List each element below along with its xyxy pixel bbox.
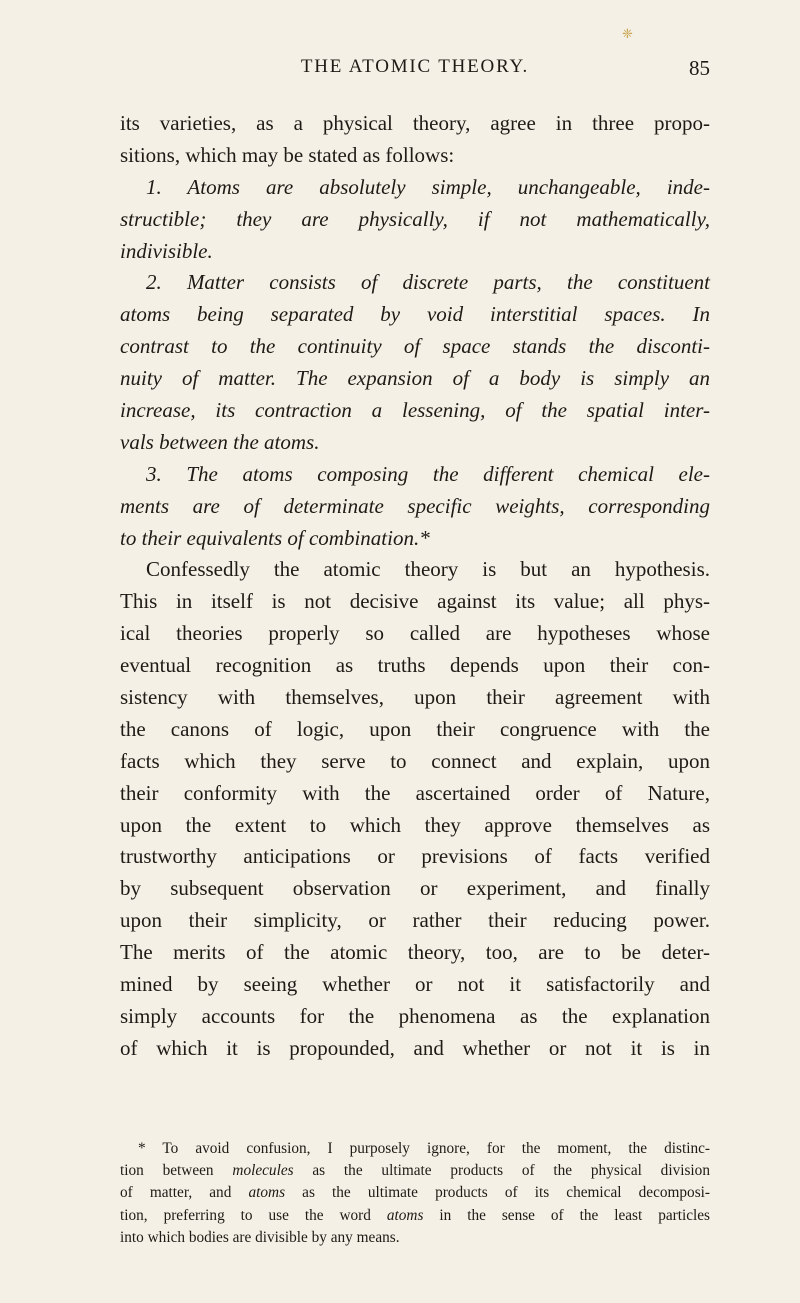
footnote [120,1138,710,1249]
text-line: The merits of the atomic theory, too, are to be deter- [120,940,710,965]
footnote-text: tion between [120,1162,233,1180]
text-line: simply accounts for the phenomena as the explanation [120,1003,710,1028]
text-line: eventual recognition as truths depends upon their con- [120,653,710,678]
page-header [120,56,710,86]
proposition-1-line: indivisible. [120,238,213,263]
footnote-text: tion, preferring to use the word [120,1206,387,1224]
proposition-2-line: increase, its contraction a lessening, of the spatial inter- [120,398,710,423]
proposition-2-line: contrast to the continuity of space stands the disconti- [120,334,710,359]
text-line: sitions, which may be stated as follows: [120,142,455,167]
text-line: upon their simplicity, or rather their reducing power. [120,908,710,933]
footnote-line: into which bodies are divisible by any means. [120,1228,400,1246]
footnote-text: of matter, and [120,1184,249,1202]
text-line: sistency with themselves, upon their agreement with [120,685,710,710]
corner-mark: ❈ [622,26,633,41]
text-line: of which it is propounded, and whether or not it is in [120,1035,710,1060]
proposition-1-line: 1. Atoms are absolutely simple, unchangeable, inde- [146,174,710,199]
text-line: trustworthy anticipations or previsions of facts verified [120,844,710,869]
text-line: facts which they serve to connect and explain, upon [120,748,710,773]
proposition-3-line: 3. The atoms composing the different chemical ele- [146,461,710,486]
running-title: THE ATOMIC THEORY. [300,56,530,77]
text-line: by subsequent observation or experiment, and finally [120,876,710,901]
proposition-2-line: nuity of matter. The expansion of a body is simply an [120,366,710,391]
footnote-line: * To avoid confusion, I purposely ignore, for the moment, the distinc- [138,1140,710,1157]
footnote-line [120,1160,710,1182]
text-line: Confessedly the atomic theory is but an hypothesis. [146,557,710,582]
footnote-text: as the ultimate products of the physical division [293,1162,710,1180]
text-line: the canons of logic, upon their congruence with the [120,716,710,741]
footnote-text: as the ultimate products of its chemical decomposi- [285,1184,710,1202]
text-line: ical theories properly so called are hypotheses whose [120,621,710,646]
text-line: mined by seeing whether or not it satisfactorily and [120,972,710,997]
text-line: This in itself is not decisive against its value; all phys- [120,589,710,614]
proposition-1-line: structible; they are physically, if not mathematically, [120,206,710,231]
proposition-2-line: vals between the atoms. [120,429,320,454]
text-line: their conformity with the ascertained order of Nature, [120,780,710,805]
text-line: upon the extent to which they approve themselves as [120,812,710,837]
text-line: its varieties, as a physical theory, agree in three propo- [120,111,710,135]
footnote-line [120,1205,710,1227]
proposition-2-line: atoms being separated by void interstitial spaces. In [120,302,710,327]
page-number: 85 [689,56,710,80]
footnote-emphasis: atoms [248,1184,286,1202]
footnote-emphasis: atoms [386,1206,424,1224]
footnote-line [120,1182,710,1204]
footnote-emphasis: molecules [232,1162,294,1180]
proposition-3-line: ments are of determinate specific weights, corresponding [120,493,710,518]
proposition-2-line: 2. Matter consists of discrete parts, the constituent [146,270,710,295]
footnote-text: in the sense of the least particles [423,1206,711,1224]
proposition-3-line: to their equivalents of combination.* [120,525,430,550]
body-text [120,108,710,1065]
